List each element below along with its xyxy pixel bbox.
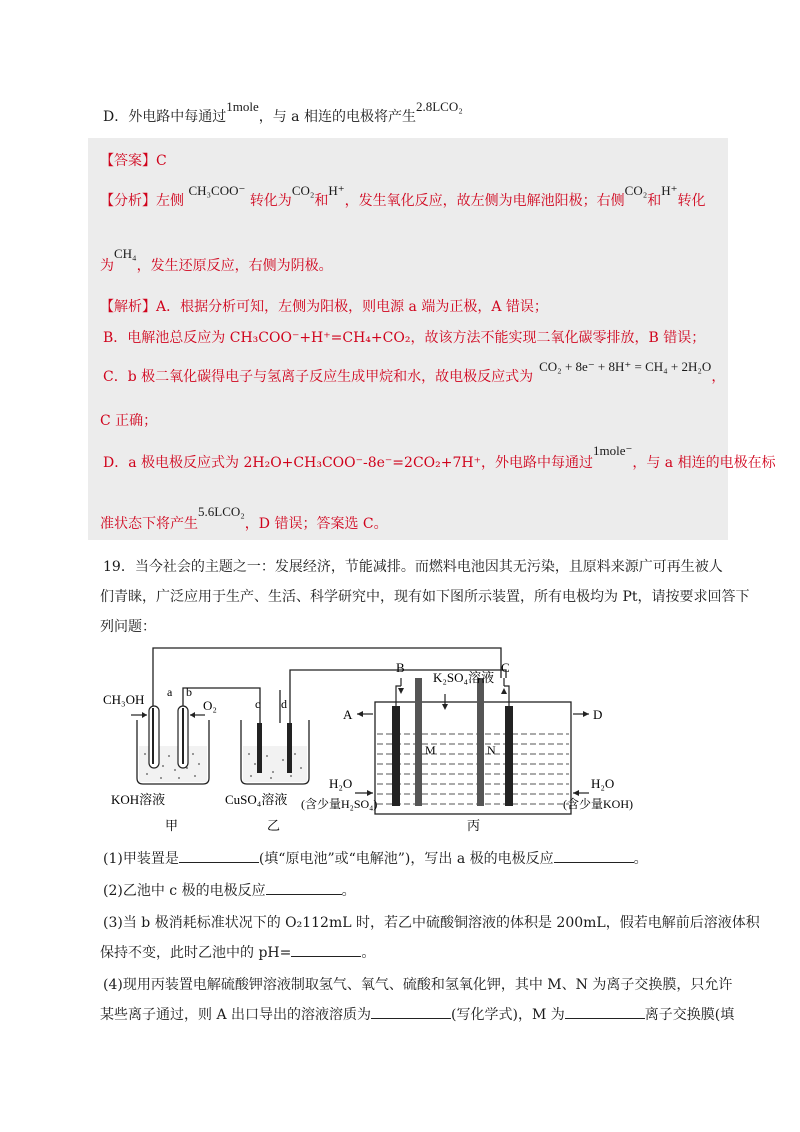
label-a: a (167, 685, 173, 699)
label-c: c (255, 697, 261, 711)
answer-blank-6[interactable] (565, 1018, 645, 1019)
option-d-line: D．外电路中每通过1mole，与 a 相连的电极将产生2.8LCO₂ (103, 99, 463, 125)
explanation-c: C．b 极二氧化碳得电子与氢离子反应生成甲烷和水，故电极反应式为CO₂ + 8e⁻ + 8H⁺ = CH₄ + 2H₂O， (103, 359, 726, 385)
label-ch3oh: CH₃OH (103, 692, 145, 707)
label-D: D (593, 707, 603, 722)
label-cuso4: CuSO₄溶液 (225, 792, 288, 807)
answer-blank-1[interactable] (179, 862, 259, 863)
q19-part2: (2)乙池中 c 极的电极反应 。 (103, 883, 356, 899)
label-o2: O₂ (203, 698, 217, 713)
label-jia: 甲 (165, 818, 179, 833)
label-b: b (186, 685, 192, 699)
answer-blank-3[interactable] (266, 894, 342, 895)
label-d: d (281, 697, 287, 711)
explanation-b: B．电解池总反应为 CH₃COO⁻+H⁺=CH₄+CO₂，故该方法不能实现二氧化碳零排放，B 错误； (103, 330, 706, 346)
label-koh: KOH溶液 (111, 792, 166, 807)
label-h2so4-note: (含少量H₂SO₄) (301, 797, 378, 811)
label-C: C (501, 660, 510, 675)
q19-intro-3: 列问题： (100, 619, 156, 635)
q19-part1: (1)甲装置是 (填“原电池”或“电解池”)，写出 a 极的电极反应 。 (103, 851, 648, 867)
label-k2so4: K₂SO₄溶液 (433, 670, 495, 685)
label-M: M (425, 743, 436, 757)
answer-line: 【答案】C (100, 153, 167, 169)
label-h2o-right: H₂O (591, 776, 615, 791)
label-h2o-left: H₂O (329, 776, 353, 791)
q19-part4: (4)现用丙装置电解硫酸钾溶液制取氢气、氧气、硫酸和氢氧化钾，其中 M、N 为离子交换膜，只允许 (103, 977, 733, 993)
label-B: B (396, 660, 405, 675)
label-koh-note: (含少量KOH) (563, 797, 633, 811)
answer-blank-4[interactable] (291, 956, 361, 957)
q19-intro-1: 19．当今社会的主题之一：发展经济，节能减排。而燃料电池因其无污染，且原料来源广可再生被人 (103, 559, 723, 575)
q19-part3b: 保持不变，此时乙池中的 pH= 。 (100, 945, 376, 961)
answer-blank-5[interactable] (371, 1018, 451, 1019)
explanation-d: D．a 极电极反应式为 2H₂O+CH₃COO⁻-8e⁻=2CO₂+7H⁺，外电路中每通过1mole⁻，与 a 相连的电极在标 (103, 443, 776, 471)
analysis-line-2: 为CH₄，发生还原反应，右侧为阴极。 (100, 246, 333, 274)
label-N: N (487, 743, 496, 757)
analysis-line: 【分析】左侧 CH₃COO⁻ 转化为CO₂和H⁺，发生氧化反应，故左侧为电解池阳极；右侧CO₂和H⁺转化 (100, 183, 706, 209)
q19-part3: (3)当 b 极消耗标准状况下的 O₂112mL 时，若乙中硫酸铜溶液的体积是 200mL，假若电解前后溶液体积 (103, 915, 760, 931)
apparatus-diagram (95, 638, 725, 838)
q19-intro-2: 们青睐，广泛应用于生产、生活、科学研究中，现有如下图所示装置，所有电极均为 Pt，请按要求回答下 (100, 589, 750, 605)
explanation-c2: C 正确； (100, 413, 158, 429)
label-bing: 丙 (467, 818, 481, 833)
answer-blank-2[interactable] (554, 862, 634, 863)
label-yi: 乙 (267, 818, 281, 833)
explanation-a: 【解析】A．根据分析可知，左侧为阳极，则电源 a 端为正极，A 错误； (100, 299, 548, 315)
explanation-d2: 准状态下将产生5.6LCO₂，D 错误；答案选 C。 (100, 504, 388, 532)
label-A: A (343, 707, 353, 722)
q19-part4b: 某些离子通过，则 A 出口导出的溶液溶质为 (写化学式)，M 为 离子交换膜(填 (100, 1007, 735, 1023)
